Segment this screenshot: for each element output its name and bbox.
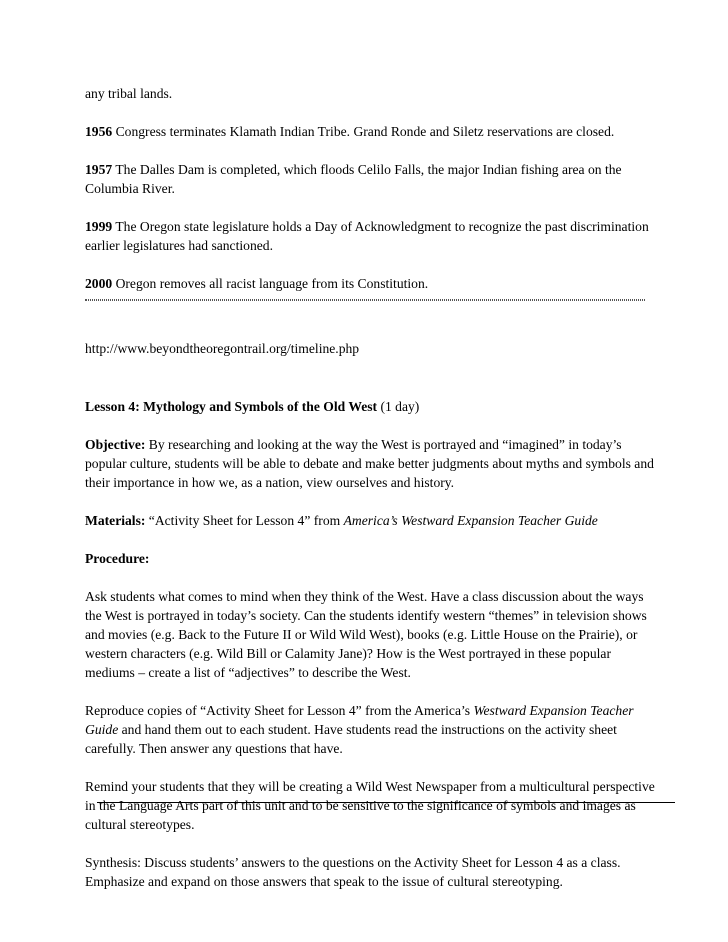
timeline-text: The Oregon state legislature holds a Day of Acknowledgment to recognize the past discrimination earlier legislatures had sanctioned. <box>85 219 649 253</box>
objective-label: Objective: <box>85 437 146 452</box>
spacer <box>85 301 655 327</box>
synthesis-paragraph: Synthesis: Discuss students’ answers to the questions on the Activity Sheet for Lesson 4 as a class. Emphasize and expand on those answers that speak to the issue of cultural stereotyping. <box>85 855 621 889</box>
procedure-2-after: and hand them out to each student. Have students read the instructions on the activity sheet carefully. Then answer any questions that have. <box>85 722 617 756</box>
timeline-text: The Dalles Dam is completed, which floods Celilo Falls, the major Indian fishing area on the Columbia River. <box>85 162 622 196</box>
procedure-paragraph-3: Remind your students that they will be creating a Wild West Newspaper from a multicultural perspective in the Language Arts part of this unit and to be sensitive to the significance of symbols and images as cultural stereotypes. <box>85 779 655 832</box>
timeline-year: 1999 <box>85 219 113 234</box>
footer-divider <box>97 802 675 803</box>
procedure-label: Procedure: <box>85 551 150 566</box>
lesson-title: Lesson 4: Mythology and Symbols of the Old West <box>85 399 378 414</box>
lesson-duration: (1 day) <box>377 399 420 414</box>
timeline-text: Oregon removes all racist language from its Constitution. <box>112 276 429 291</box>
procedure-paragraph-1: Ask students what comes to mind when they think of the West. Have a class discussion about the ways the West is portrayed in today’s society. Can the students identify western “themes” in television shows and movies (e.g. Back to the Future II or Wild Wild West), books (e.g. Little House on the Prairie), or western characters (e.g. Wild Bill or Calamity Jane)? How is the West portrayed in these popular mediums – create a list of “adjectives” to describe the West. <box>85 589 647 680</box>
procedure-2-before: Reproduce copies of “Activity Sheet for Lesson 4” from the America’s <box>85 703 474 718</box>
lesson-heading <box>85 397 655 416</box>
materials-paragraph <box>85 511 655 530</box>
objective-text: By researching and looking at the way the West is portrayed and “imagined” in today’s popular culture, students will be able to debate and make better judgments about myths and symbols and their importance in how we, as a nation, view ourselves and history. <box>85 437 654 490</box>
materials-book-title: America’s Westward Expansion Teacher Guide <box>343 513 598 528</box>
timeline-text: Congress terminates Klamath Indian Tribe. Grand Ronde and Siletz reservations are closed. <box>112 124 615 139</box>
procedure-heading <box>85 549 655 568</box>
spacer <box>85 377 655 397</box>
timeline-year: 2000 <box>85 276 113 291</box>
source-url: http://www.beyondtheoregontrail.org/timeline.php <box>85 341 360 356</box>
materials-text: “Activity Sheet for Lesson 4” from <box>145 513 344 528</box>
procedure-2-book-title: Westward Expansion Teacher Guide <box>85 703 634 737</box>
timeline-entry-2000 <box>85 274 655 293</box>
timeline-entry-1957 <box>85 160 655 198</box>
timeline-entry-1999 <box>85 217 655 255</box>
continuation-text: any tribal lands. <box>85 86 173 101</box>
timeline-year: 1956 <box>85 124 113 139</box>
procedure-paragraph-2 <box>85 701 655 758</box>
materials-label: Materials: <box>85 513 146 528</box>
document-page <box>85 84 655 910</box>
objective-paragraph <box>85 435 655 492</box>
spacer <box>85 327 655 339</box>
timeline-year: 1957 <box>85 162 113 177</box>
timeline-entry-1956 <box>85 122 655 141</box>
